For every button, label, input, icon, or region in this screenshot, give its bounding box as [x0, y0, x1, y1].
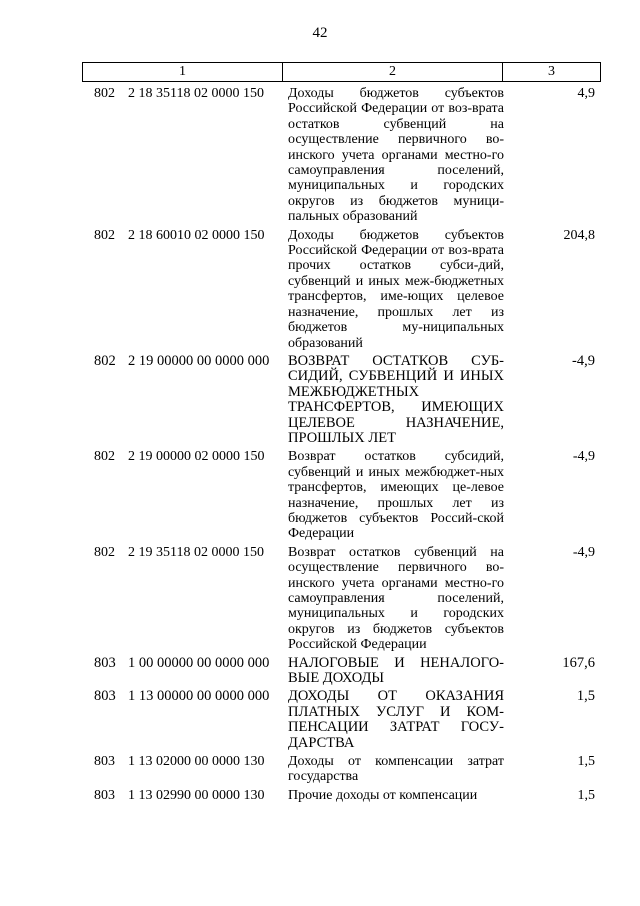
- description: Прочие доходы от компенсации: [288, 787, 478, 803]
- amount: 1,5: [576, 688, 595, 705]
- budget-code: 2 19 00000 00 0000 000: [128, 352, 270, 369]
- table-row: [82, 449, 601, 541]
- code-cell: [82, 449, 282, 541]
- admin-code: 803: [94, 787, 115, 803]
- code-cell: [82, 86, 282, 225]
- admin-code: 802: [94, 449, 115, 465]
- budget-code: 2 19 00000 02 0000 150: [128, 449, 265, 465]
- budget-code: 2 18 35118 02 0000 150: [128, 86, 264, 101]
- table-header: [82, 62, 601, 82]
- code-cell: [82, 354, 282, 446]
- admin-code: 802: [94, 544, 115, 560]
- description: ДОХОДЫ ОТ ОКАЗАНИЯ ПЛАТНЫХ УСЛУГ И КОМ-ПЕНСАЦИИ ЗАТРАТ ГОСУ-ДАРСТВА: [288, 688, 504, 751]
- page-number: 42: [312, 25, 328, 41]
- table-body: [82, 86, 601, 806]
- description: НАЛОГОВЫЕ И НЕНАЛОГО-ВЫЕ ДОХОДЫ: [288, 654, 504, 687]
- description: ВОЗВРАТ ОСТАТКОВ СУБ-СИДИЙ, СУБВЕНЦИЙ И ИНЫХ МЕЖБЮДЖЕТНЫХ ТРАНСФЕРТОВ, ИМЕЮЩИХ ЦЕЛЕВОЕ НАЗНАЧЕНИЕ, ПРОШЛЫХ ЛЕТ: [288, 352, 504, 446]
- amount: 1,5: [577, 754, 595, 770]
- header-col-1: 1: [83, 63, 283, 81]
- admin-code: 803: [94, 654, 116, 671]
- budget-code: 2 19 35118 02 0000 150: [128, 544, 264, 560]
- admin-code: 802: [94, 352, 116, 369]
- code-cell: [82, 656, 282, 687]
- amount: -4,9: [572, 544, 595, 560]
- header-col-3: 3: [548, 64, 555, 79]
- amount: -4,9: [572, 352, 595, 369]
- amount: 4,9: [577, 86, 595, 101]
- description: Возврат остатков субвенций на осуществление первичного во-инского учета органами местно-го самоуправления поселений, муниципальных и городских округов из бюджетов субъектов Российской Федерации: [288, 544, 504, 653]
- table-row: [82, 788, 601, 803]
- amount: 167,6: [562, 654, 595, 671]
- header-col-2: 2: [283, 63, 503, 81]
- code-cell: [82, 754, 282, 785]
- table-row: [82, 354, 601, 446]
- budget-code: 1 00 00000 00 0000 000: [128, 654, 270, 671]
- amount: 1,5: [577, 787, 595, 803]
- admin-code: 803: [94, 688, 116, 705]
- description: Доходы бюджетов субъектов Российской Федерации от воз-врата прочих остатков субси-дий, субвенций и иных меж-бюджетных трансфертов, име-ющих целевое назначение, прошлых лет из бюджетов му-ниципальных образований: [288, 227, 504, 351]
- budget-code: 1 13 00000 00 0000 000: [128, 688, 270, 705]
- table-row: [82, 754, 601, 785]
- code-cell: [82, 228, 282, 351]
- budget-code: 2 18 60010 02 0000 150: [128, 227, 265, 243]
- table-row: [82, 545, 601, 653]
- table-row: [82, 228, 601, 351]
- admin-code: 803: [94, 754, 115, 770]
- description: Возврат остатков субсидий, субвенций и иных межбюджет-ных трансфертов, имеющих це-левое назначение, прошлых лет из бюджетов субъектов Россий-ской Федерации: [288, 449, 504, 542]
- table-row: [82, 656, 601, 687]
- code-cell: [82, 788, 282, 803]
- budget-code: 1 13 02000 00 0000 130: [128, 754, 265, 770]
- admin-code: 802: [94, 86, 115, 101]
- amount: 204,8: [563, 227, 595, 243]
- description: Доходы от компенсации затрат государства: [288, 754, 504, 785]
- description: Доходы бюджетов субъектов Российской Федерации от воз-врата остатков субвенций на осуществление первичного во-инского учета органами местно-го самоуправления поселений, муниципальных и городских округов из бюджетов муници-пальных образований: [288, 86, 504, 225]
- table-row: [82, 86, 601, 225]
- table-row: [82, 689, 601, 751]
- budget-code: 1 13 02990 00 0000 130: [128, 787, 265, 803]
- code-cell: [82, 545, 282, 653]
- code-cell: [82, 689, 282, 751]
- amount: -4,9: [572, 449, 595, 465]
- admin-code: 802: [94, 227, 115, 243]
